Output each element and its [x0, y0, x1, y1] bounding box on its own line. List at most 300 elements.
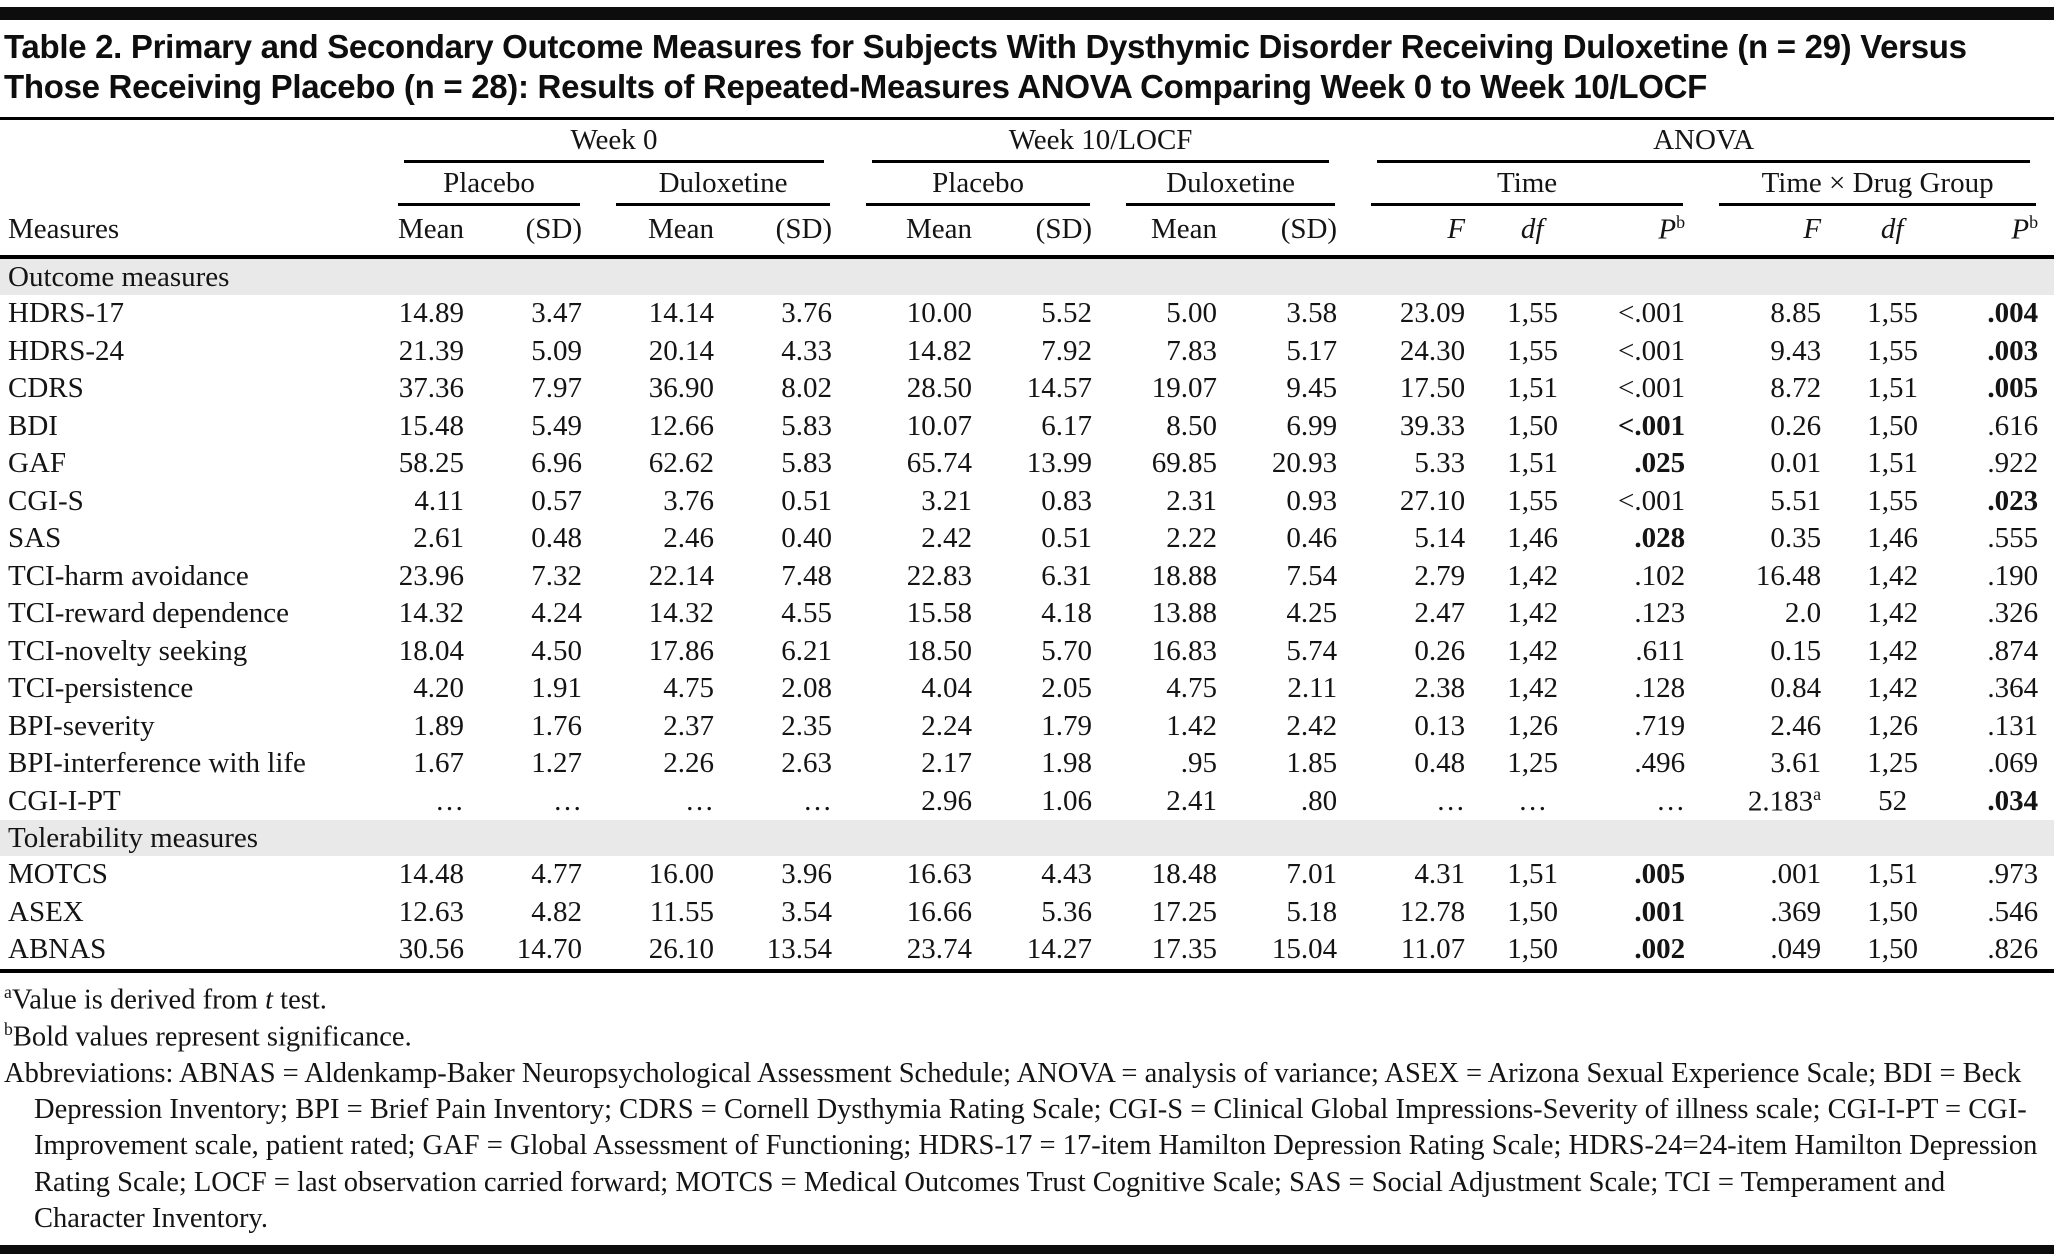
header-anova-time: [1353, 163, 1701, 206]
data-cell: 28.50: [906, 372, 973, 405]
week10-placebo-label: Placebo: [866, 165, 1090, 206]
data-cell: 6.99: [1286, 409, 1338, 442]
section-header-row: [0, 257, 2054, 295]
data-cell: .025: [1634, 447, 1686, 480]
data-cell: .034: [1987, 784, 2039, 817]
data-cell: 5.18: [1286, 895, 1338, 928]
data-cell: 4.25: [1286, 597, 1338, 630]
col-df: df: [1837, 206, 1947, 258]
group-week10-label: Week 10/LOCF: [872, 122, 1329, 163]
data-cell: 11.55: [649, 895, 714, 928]
data-cell: .005: [1634, 858, 1686, 891]
data-cell: 15.04: [1271, 933, 1338, 966]
data-cell: .369: [1770, 895, 1822, 928]
measure-label: ABNAS: [8, 933, 107, 966]
data-cell: 3.76: [663, 484, 714, 517]
data-cell: 20.14: [648, 334, 714, 367]
header-columns-row: [0, 206, 2054, 258]
table-header: [0, 120, 2054, 258]
data-cell: 37.36: [398, 372, 464, 405]
data-cell: 2.41: [1166, 784, 1218, 817]
measure-label: HDRS-24: [8, 334, 125, 367]
data-cell: 5.51: [1770, 484, 1822, 517]
data-cell: 2.38: [1414, 672, 1466, 705]
data-cell: 3.21: [921, 484, 973, 517]
table-row: [0, 783, 2054, 821]
data-cell: .004: [1987, 297, 2039, 330]
data-cell: 1,55: [1507, 297, 1558, 330]
data-cell: 17.25: [1151, 895, 1218, 928]
data-cell: 1,46: [1507, 522, 1558, 555]
data-cell: 14.27: [1026, 933, 1093, 966]
data-cell: 2.31: [1166, 484, 1218, 517]
data-cell: 3.47: [531, 297, 582, 330]
data-cell: .001: [1770, 858, 1822, 891]
data-cell: 8.50: [1166, 409, 1218, 442]
data-cell: 39.33: [1399, 409, 1466, 442]
header-group-anova: [1353, 120, 2054, 163]
data-cell: 0.26: [1770, 409, 1822, 442]
data-cell: 1,42: [1507, 559, 1558, 592]
data-cell: 14.14: [648, 297, 714, 330]
measure-label: BPI-interference with life: [8, 747, 306, 780]
data-cell: 16.48: [1755, 559, 1822, 592]
data-cell: 1,50: [1867, 933, 1918, 966]
data-cell: 18.88: [1151, 559, 1218, 592]
header-group-row: [0, 120, 2054, 163]
data-cell: 5.00: [1166, 297, 1218, 330]
data-cell: …: [1656, 784, 1686, 817]
data-cell: .95: [1180, 747, 1218, 780]
table-row: [0, 745, 2054, 783]
data-cell: 65.74: [906, 447, 973, 480]
header-group-week10: [848, 120, 1353, 163]
measure-label: ASEX: [8, 895, 84, 928]
data-cell: 1,55: [1867, 334, 1918, 367]
measure-label: TCI-harm avoidance: [8, 559, 249, 592]
data-cell: 2.17: [921, 747, 973, 780]
data-cell: 7.48: [781, 559, 833, 592]
footnote-a-text-end: test.: [273, 984, 327, 1016]
data-cell: 6.21: [781, 634, 833, 667]
data-cell: 1,51: [1867, 447, 1918, 480]
table-row: [0, 708, 2054, 746]
abbreviations-note: Abbreviations: ABNAS = Aldenkamp-Baker Neuropsychological Assessment Schedule; ANOVA = analysis of variance; ASEX = Arizona Sexual Experience Scale; BDI = Beck Depression Inventory; BPI = Brief Pain Inventory; CDRS = Cornell Dysthymia Rating Scale; CGI-S = Clinical Global Impressions-Severity of illness scale; CGI-I-PT = CGI-Improvement scale, patient rated; GAF = Global Assessment of Functioning; HDRS-17 = 17-item Hamilton Depression Rating Scale; HDRS-24=24-item Hamilton Depression Rating Scale; LOCF = last observation carried forward; MOTCS = Medical Outcomes Trust Cognitive Scale; SAS = Social Adjustment Scale; TCI = Temperament and Character Inventory.: [4, 1058, 2038, 1234]
table-row: [0, 520, 2054, 558]
data-cell: .616: [1987, 409, 2039, 442]
data-cell: 1,55: [1507, 334, 1558, 367]
data-cell: 5.14: [1414, 522, 1466, 555]
data-cell: 6.17: [1041, 409, 1093, 442]
measure-label: TCI-novelty seeking: [8, 634, 248, 667]
week10-duloxetine-label: Duloxetine: [1126, 165, 1335, 206]
data-cell: 22.14: [648, 559, 714, 592]
data-cell: 5.36: [1041, 895, 1093, 928]
table-row: [0, 633, 2054, 671]
week0-duloxetine-label: Duloxetine: [616, 165, 830, 206]
data-cell: 1,42: [1507, 672, 1558, 705]
data-cell: 2.26: [663, 747, 714, 780]
data-cell: 6.31: [1041, 559, 1093, 592]
data-cell: 14.57: [1026, 372, 1093, 405]
data-cell: .005: [1987, 372, 2039, 405]
table-row: [0, 295, 2054, 333]
data-cell: 0.15: [1770, 634, 1822, 667]
data-cell: .611: [1635, 634, 1686, 667]
footnotes: [0, 973, 2054, 1239]
header-subgroup-row: [0, 163, 2054, 206]
data-cell: 14.89: [398, 297, 464, 330]
data-cell: 24.30: [1399, 334, 1466, 367]
top-rule: [0, 7, 2054, 20]
data-cell: 4.75: [663, 672, 714, 705]
table-title: Table 2. Primary and Secondary Outcome Measures for Subjects With Dysthymic Disorder Receiving Duloxetine (n = 29) Versus Those Receiving Placebo (n = 28): Results of Repeated-Measures ANOVA Comparing Week 0 to Week 10/LOCF: [0, 20, 2054, 120]
data-cell: 0.83: [1041, 484, 1093, 517]
data-cell: 17.50: [1399, 372, 1466, 405]
data-cell: 1,50: [1507, 409, 1558, 442]
week0-placebo-label: Placebo: [398, 165, 580, 206]
data-cell: 2.05: [1041, 672, 1093, 705]
footnote-b: [4, 1018, 2048, 1056]
data-cell: 4.77: [531, 858, 582, 891]
data-cell: 16.83: [1151, 634, 1218, 667]
data-cell: 2.46: [663, 522, 714, 555]
data-cell: 8.72: [1770, 372, 1822, 405]
data-cell: 4.43: [1041, 858, 1093, 891]
footnote-a-text: Value is derived from: [11, 984, 266, 1016]
footnote-b-text: Bold values represent significance.: [12, 1021, 412, 1053]
table-row: [0, 483, 2054, 521]
data-cell: 1,51: [1507, 372, 1558, 405]
data-cell: 2.35: [781, 709, 833, 742]
data-cell: 4.18: [1041, 597, 1093, 630]
data-cell: 1,26: [1507, 709, 1558, 742]
data-cell: 1.67: [413, 747, 464, 780]
data-cell: 1,50: [1867, 409, 1918, 442]
data-cell: 5.74: [1286, 634, 1338, 667]
data-cell: 1,55: [1867, 484, 1918, 517]
data-cell: …: [1436, 784, 1466, 817]
data-cell: 5.83: [781, 447, 833, 480]
data-cell: .028: [1634, 522, 1686, 555]
measure-label: TCI-reward dependence: [8, 597, 289, 630]
data-cell: 4.11: [414, 484, 464, 517]
data-cell: 2.24: [921, 709, 973, 742]
data-cell: 1,42: [1507, 597, 1558, 630]
footnote-a-italic: t: [265, 984, 274, 1016]
section-header-row: [0, 820, 2054, 856]
data-cell: 7.32: [531, 559, 582, 592]
data-cell: 0.93: [1286, 484, 1338, 517]
data-cell: …: [803, 784, 833, 817]
table-row: [0, 445, 2054, 483]
data-cell: .546: [1987, 895, 2039, 928]
data-cell: 0.84: [1770, 672, 1822, 705]
data-cell: 12.66: [648, 409, 714, 442]
measure-label: SAS: [8, 522, 62, 555]
data-cell: 4.82: [531, 895, 582, 928]
data-cell: 1.42: [1166, 709, 1218, 742]
header-anova-time-drug: [1701, 163, 2054, 206]
col-sd: (SD): [480, 206, 598, 258]
measure-label: CDRS: [8, 372, 84, 405]
data-cell: …: [435, 784, 464, 817]
col-df: df: [1481, 206, 1583, 258]
data-cell: 20.93: [1271, 447, 1338, 480]
data-cell: .80: [1300, 784, 1338, 817]
data-cell: 58.25: [398, 447, 464, 480]
data-cell: 2.22: [1166, 522, 1218, 555]
data-cell: 1.06: [1041, 784, 1093, 817]
data-cell: 0.51: [781, 484, 833, 517]
header-group-week0: [380, 120, 848, 163]
data-cell: 3.61: [1770, 747, 1822, 780]
measure-label: MOTCS: [8, 858, 108, 891]
col-mean: Mean: [848, 206, 988, 258]
data-cell: 4.20: [413, 672, 464, 705]
data-cell: 18.48: [1151, 858, 1218, 891]
data-cell: .001: [1634, 895, 1686, 928]
data-cell: 1,42: [1507, 634, 1558, 667]
measure-label: HDRS-17: [8, 297, 125, 330]
data-cell: 10.00: [906, 297, 973, 330]
table-row: [0, 595, 2054, 633]
data-cell: 0.48: [1414, 747, 1466, 780]
data-cell: .364: [1987, 672, 2039, 705]
data-cell: 1,55: [1507, 484, 1558, 517]
anova-time-label: Time: [1371, 165, 1683, 206]
data-cell: 13.88: [1151, 597, 1218, 630]
group-anova-label: ANOVA: [1377, 122, 2030, 163]
data-cell: 1,42: [1867, 559, 1918, 592]
data-cell: 7.92: [1041, 334, 1093, 367]
data-cell: .128: [1634, 672, 1686, 705]
data-cell: 5.09: [531, 334, 582, 367]
data-cell: 1,51: [1507, 447, 1558, 480]
data-cell: 52: [1878, 784, 1908, 817]
data-cell: 1,50: [1867, 895, 1918, 928]
data-cell: 0.48: [531, 522, 582, 555]
data-cell: 13.99: [1026, 447, 1093, 480]
footnote-a-marker: a: [4, 981, 12, 1002]
data-cell: 5.17: [1286, 334, 1338, 367]
measure-label: CGI-I-PT: [8, 784, 121, 817]
data-cell: 2.47: [1414, 597, 1466, 630]
data-cell: 1,25: [1867, 747, 1918, 780]
footnote-a: [4, 981, 2048, 1019]
data-cell: .102: [1634, 559, 1686, 592]
data-cell: 1,26: [1867, 709, 1918, 742]
data-cell: 2.79: [1414, 559, 1466, 592]
data-cell: <.001: [1617, 484, 1686, 517]
p-label: P: [1658, 213, 1677, 246]
measure-label: CGI-S: [8, 484, 84, 517]
data-cell: 19.07: [1151, 372, 1218, 405]
data-cell: 0.46: [1286, 522, 1338, 555]
anova-time-drug-label: Time × Drug Group: [1719, 165, 2036, 206]
data-cell: .123: [1634, 597, 1686, 630]
data-cell: 0.35: [1770, 522, 1822, 555]
data-cell: 16.66: [906, 895, 973, 928]
p-superscript: b: [1676, 211, 1686, 232]
data-cell: …: [1518, 784, 1548, 817]
data-cell: 2.96: [921, 784, 973, 817]
data-cell: 9.45: [1286, 372, 1338, 405]
data-cell: 8.85: [1770, 297, 1822, 330]
col-sd: (SD): [1233, 206, 1353, 258]
col-f: F: [1701, 206, 1837, 258]
data-cell: 1,46: [1867, 522, 1918, 555]
data-cell: 11.07: [1400, 933, 1466, 966]
data-cell: 23.09: [1399, 297, 1466, 330]
table-body: [0, 257, 2054, 971]
p-superscript: b: [2029, 211, 2039, 232]
data-cell: 1.89: [413, 709, 464, 742]
data-cell: 1.27: [531, 747, 582, 780]
data-cell: 5.49: [531, 409, 582, 442]
section-label: Tolerability measures: [0, 820, 2054, 856]
data-cell: .922: [1987, 447, 2039, 480]
data-cell: 4.04: [921, 672, 973, 705]
data-cell: 13.54: [766, 933, 833, 966]
col-p: [1583, 206, 1701, 258]
data-cell: 2.37: [663, 709, 714, 742]
data-cell: 3.76: [781, 297, 833, 330]
data-cell: .049: [1770, 933, 1822, 966]
data-cell: .002: [1634, 933, 1686, 966]
bottom-rule: [0, 1245, 2054, 1254]
table-row: [0, 558, 2054, 596]
data-cell: 1,51: [1867, 372, 1918, 405]
data-cell: 7.01: [1286, 858, 1338, 891]
data-cell: 1,42: [1867, 597, 1918, 630]
data-cell: 14.48: [398, 858, 464, 891]
data-cell: .874: [1987, 634, 2039, 667]
data-cell: …: [553, 784, 582, 817]
col-f: F: [1353, 206, 1481, 258]
footnote-b-marker: b: [4, 1019, 13, 1040]
data-cell: 2.42: [921, 522, 973, 555]
table-row: [0, 856, 2054, 894]
header-week10-duloxetine: [1108, 163, 1353, 206]
data-cell: 0.51: [1041, 522, 1093, 555]
measure-label: BPI-severity: [8, 709, 155, 742]
header-week0-placebo: [380, 163, 598, 206]
col-mean: Mean: [1108, 206, 1233, 258]
data-cell: 5.52: [1041, 297, 1093, 330]
measures-column-header: Measures: [0, 206, 380, 258]
data-cell: 15.48: [398, 409, 464, 442]
data-cell: .973: [1987, 858, 2039, 891]
data-cell: .131: [1987, 709, 2039, 742]
data-cell: .190: [1987, 559, 2039, 592]
data-cell: 2.0: [1784, 597, 1822, 630]
data-cell: 8.02: [781, 372, 833, 405]
data-cell: 4.75: [1166, 672, 1218, 705]
data-cell: 6.96: [531, 447, 582, 480]
data-cell: 18.50: [906, 634, 973, 667]
measure-label: TCI-persistence: [8, 672, 194, 705]
data-cell: …: [685, 784, 714, 817]
data-cell: 0.57: [531, 484, 582, 517]
data-cell: 14.82: [906, 334, 973, 367]
data-cell: 14.32: [398, 597, 464, 630]
data-cell: 1,51: [1867, 858, 1918, 891]
data-cell: 17.86: [648, 634, 714, 667]
data-cell: 0.26: [1414, 634, 1466, 667]
data-cell: 1.76: [531, 709, 582, 742]
data-cell: 5.33: [1414, 447, 1466, 480]
data-cell: 1.79: [1041, 709, 1093, 742]
col-sd: (SD): [730, 206, 848, 258]
data-cell: 1,42: [1867, 634, 1918, 667]
data-cell: 21.39: [398, 334, 464, 367]
data-cell: .719: [1634, 709, 1686, 742]
header-week10-placebo: [848, 163, 1108, 206]
data-cell: 9.43: [1770, 334, 1822, 367]
table-row: [0, 894, 2054, 932]
measure-label: BDI: [8, 409, 58, 442]
data-cell: 5.83: [781, 409, 833, 442]
outcome-measures-table: [0, 120, 2054, 973]
data-cell: .069: [1987, 747, 2039, 780]
data-cell: 14.70: [516, 933, 582, 966]
data-cell: 16.00: [648, 858, 714, 891]
data-cell: .496: [1634, 747, 1686, 780]
data-cell: 10.07: [906, 409, 973, 442]
data-cell: 30.56: [398, 933, 464, 966]
data-cell: 15.58: [906, 597, 973, 630]
data-cell: 2.63: [781, 747, 833, 780]
data-cell: 1,25: [1507, 747, 1558, 780]
data-cell: 1,42: [1867, 672, 1918, 705]
data-cell: 4.55: [781, 597, 833, 630]
data-cell: 4.50: [531, 634, 582, 667]
data-cell: <.001: [1617, 372, 1686, 405]
data-cell: 14.32: [648, 597, 714, 630]
data-cell: 7.97: [531, 372, 582, 405]
data-cell: 2.61: [413, 522, 464, 555]
data-cell: .326: [1987, 597, 2039, 630]
data-cell: 0.01: [1770, 447, 1822, 480]
data-cell: 3.54: [781, 895, 833, 928]
data-cell: 1.91: [531, 672, 582, 705]
data-cell: .003: [1987, 334, 2039, 367]
data-cell: 3.58: [1286, 297, 1338, 330]
table-row: [0, 670, 2054, 708]
data-cell: <.001: [1617, 334, 1686, 367]
data-cell: 2.42: [1286, 709, 1338, 742]
data-cell: 4.24: [531, 597, 582, 630]
data-cell: 69.85: [1151, 447, 1218, 480]
data-cell: 27.10: [1399, 484, 1466, 517]
measure-label: GAF: [8, 447, 67, 480]
data-cell: 7.54: [1286, 559, 1338, 592]
col-mean: Mean: [380, 206, 480, 258]
data-cell: .555: [1987, 522, 2039, 555]
data-cell: 2.11: [1287, 672, 1338, 705]
data-cell: 2.08: [781, 672, 833, 705]
data-cell: 0.13: [1414, 709, 1466, 742]
data-cell: 2.183$^a$: [1747, 784, 1822, 818]
data-cell: 1,50: [1507, 933, 1558, 966]
col-sd: (SD): [988, 206, 1108, 258]
data-cell: 23.96: [398, 559, 464, 592]
group-week0-label: Week 0: [404, 122, 824, 163]
data-cell: 26.10: [648, 933, 714, 966]
data-cell: 16.63: [906, 858, 973, 891]
data-cell: 1,55: [1867, 297, 1918, 330]
